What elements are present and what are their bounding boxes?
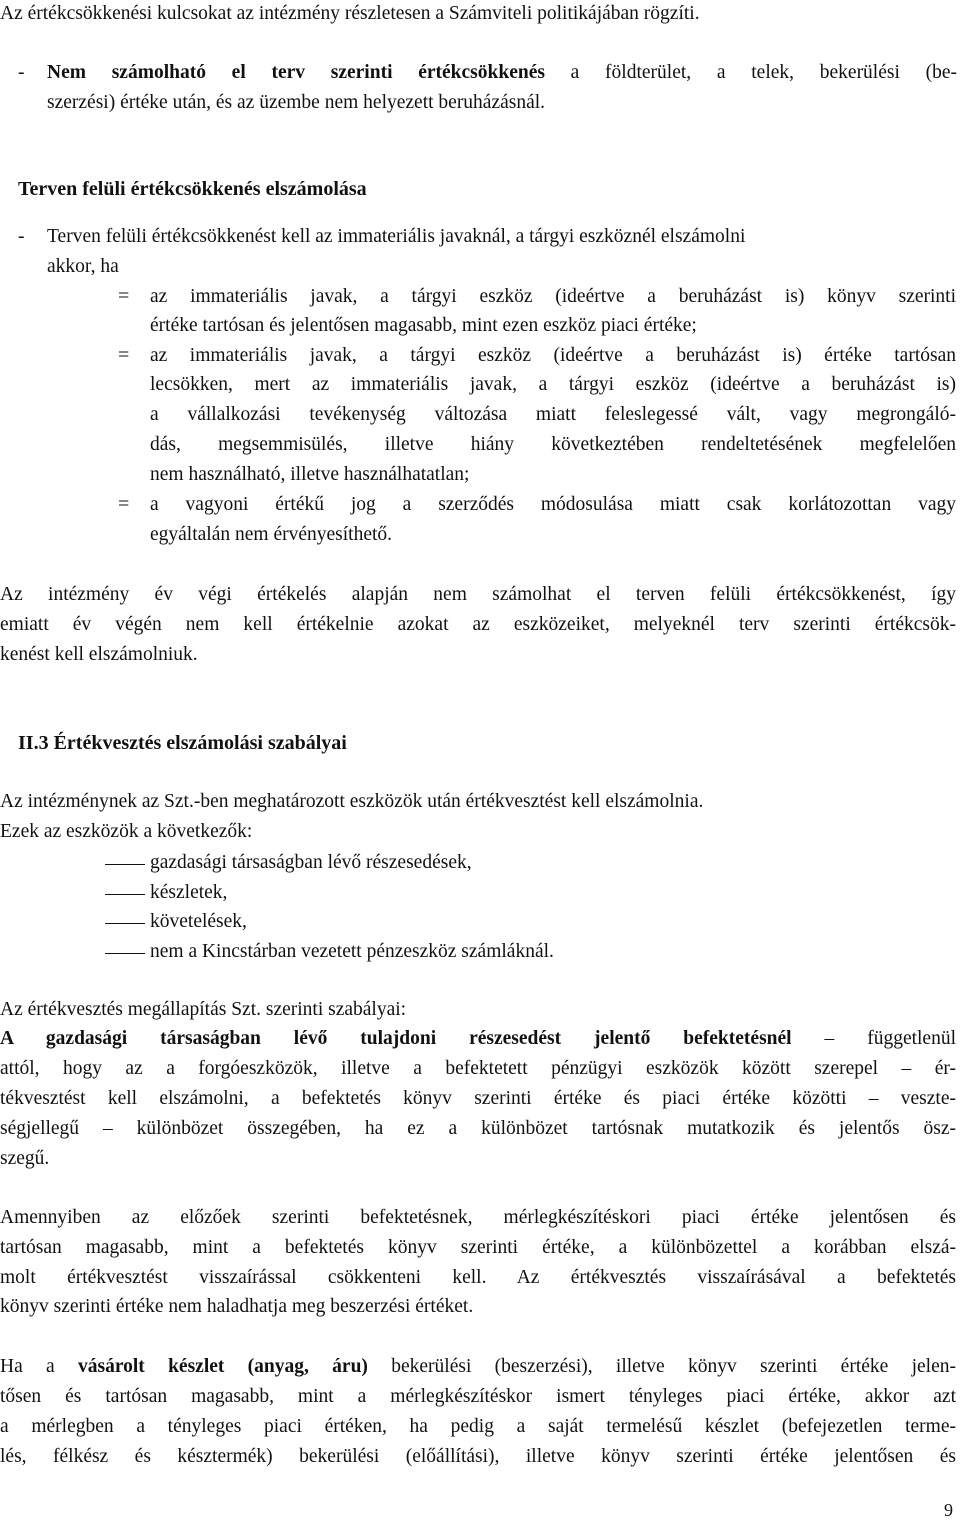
paragraph-5-pre: Ha a [0,1356,78,1377]
list-item: készletek, [150,882,228,903]
paragraph-5-line-2: tősen és tartósan magasabb, mint a mérlegkészítéskor ismert tényleges piaci értéke, akkor azt [0,1386,956,1407]
paragraph-4-line-2: tartósan magasabb, mint a befektetés könyv szerinti értéke, a különbözettel a korábban elszá- [0,1237,956,1258]
equals-bullet: = [118,493,130,515]
bullet-dash: - [18,226,25,247]
rules-intro: Az értékvesztés megállapítás Szt. szerinti szabályai: [0,999,407,1020]
bullet-1-bold: Nem számolható el terv szerinti értékcsökkenés [47,62,545,83]
bullet-2-line-2: akkor, ha [47,256,119,277]
paragraph-1-line-3: kenést kell elszámolniuk. [0,644,198,665]
equals-bullet: = [118,344,130,366]
paragraph-3-line-5: szegű. [0,1148,50,1169]
paragraph-5-bold: vásárolt készlet (anyag, áru) [77,1356,368,1377]
bullet-1-line-1 [47,58,957,88]
sub-item-2-line-1: az immateriális javak, a tárgyi eszköz (ideértve a beruházást is) értéke tartósan [150,345,956,366]
paragraph-5-line-3: a mérlegben a tényleges piaci értéken, ha pedig a saját termelésű készlet (befejezetlen terme- [0,1416,956,1437]
paragraph-3-line-1 [0,1024,956,1054]
paragraph-4-line-3: molt értékvesztést visszaírással csökkenteni kell. Az értékvesztés visszaírásával a befektetés [0,1267,956,1288]
paragraph-3-line-2: attól, hogy az a forgóeszközök, illetve a befektetett pénzügyi eszközök között szerepel – ér- [0,1058,956,1079]
paragraph-3-bold: A gazdasági társaságban lévő tulajdoni részesedést jelentő befektetésnél [0,1028,792,1049]
sub-item-1-line-1: az immateriális javak, a tárgyi eszköz (ideértve a beruházást is) könyv szerinti [150,286,956,307]
paragraph-2-line-2: Ezek az eszközök a következők: [0,821,253,842]
sub-item-3-line-1: a vagyoni értékű jog a szerződés módosulása miatt csak korlátozottan vagy [150,494,956,515]
sub-item-2-line-3: a vállalkozási tevékenység változása miatt feleslegessé vált, vagy megrongáló- [150,404,956,425]
bullet-1-line-2: szerzési) értéke után, és az üzembe nem helyezett beruházásnál. [47,92,546,113]
paragraph-4-line-1: Amennyiben az előzőek szerinti befektetésnek, mérlegkészítéskori piaci értéke jelentősen és [0,1207,956,1228]
page-number: 9 [944,1500,953,1520]
sub-item-3-line-2: egyáltalán nem érvényesíthető. [150,524,393,545]
intro-line: Az értékcsökkenési kulcsokat az intézmény részletesen a Számviteli politikájában rögzíti. [0,3,700,24]
list-dash [105,894,145,895]
equals-bullet: = [118,285,130,307]
section-heading-terven-feluli: Terven felüli értékcsökkenés elszámolása [18,178,367,200]
bullet-dash: - [18,62,25,83]
paragraph-2-line-1: Az intézménynek az Szt.-ben meghatározott eszközök után értékvesztést kell elszámolnia. [0,791,704,812]
list-dash [105,953,145,954]
list-dash [105,864,145,865]
paragraph-1-line-2: emiatt év végén nem kell értékelnie azokat az eszközeiket, melyeknél terv szerinti értékcsök- [0,614,956,635]
paragraph-5-line-4: lés, félkész és késztermék) bekerülési (előállítási), illetve könyv szerinti értéke jelentősen és [0,1446,956,1467]
paragraph-1-line-1: Az intézmény év végi értékelés alapján nem számolhat el terven felüli értékcsökkenést, így [0,584,956,605]
section-heading-ertekvesztes: II.3 Értékvesztés elszámolási szabályai [18,732,347,754]
paragraph-5-line-1 [0,1352,956,1382]
list-item: nem a Kincstárban vezetett pénzeszköz számláknál. [150,941,554,962]
list-item: gazdasági társaságban lévő részesedések, [150,852,472,873]
paragraph-3-line-3: tékvesztést kell elszámolni, a befektetés könyv szerinti értéke és piaci értéke közötti – veszte- [0,1088,956,1109]
paragraph-3-rest: – függetlenül [791,1028,957,1049]
sub-item-2-line-2: lecsökken, mert az immateriális javak, a tárgyi eszköz (ideértve a beruházást is) [150,374,956,395]
paragraph-4-line-4: könyv szerinti értéke nem haladhatja meg beszerzési értéket. [0,1296,474,1317]
bullet-2-line-1: Terven felüli értékcsökkenést kell az immateriális javaknál, a tárgyi eszköznél elszámolni [47,226,746,247]
list-item: követelések, [150,911,247,932]
sub-item-2-line-4: dás, megsemmisülés, illetve hiány következtében rendeltetésének megfelelően [150,434,956,455]
bullet-1-rest: a földterület, a telek, bekerülési (be- [544,62,958,83]
paragraph-5-rest: bekerülési (beszerzési), illetve könyv szerinti értéke jelen- [367,1356,956,1377]
sub-item-1-line-2: értéke tartósan és jelentősen magasabb, mint ezen eszköz piaci értéke; [150,315,697,336]
list-dash [105,923,145,924]
paragraph-3-line-4: ségjellegű – különbözet összegében, ha ez a különbözet tartósnak mutatkozik és jelentős ösz- [0,1118,956,1139]
sub-item-2-line-5: nem használható, illetve használhatatlan; [150,464,470,485]
